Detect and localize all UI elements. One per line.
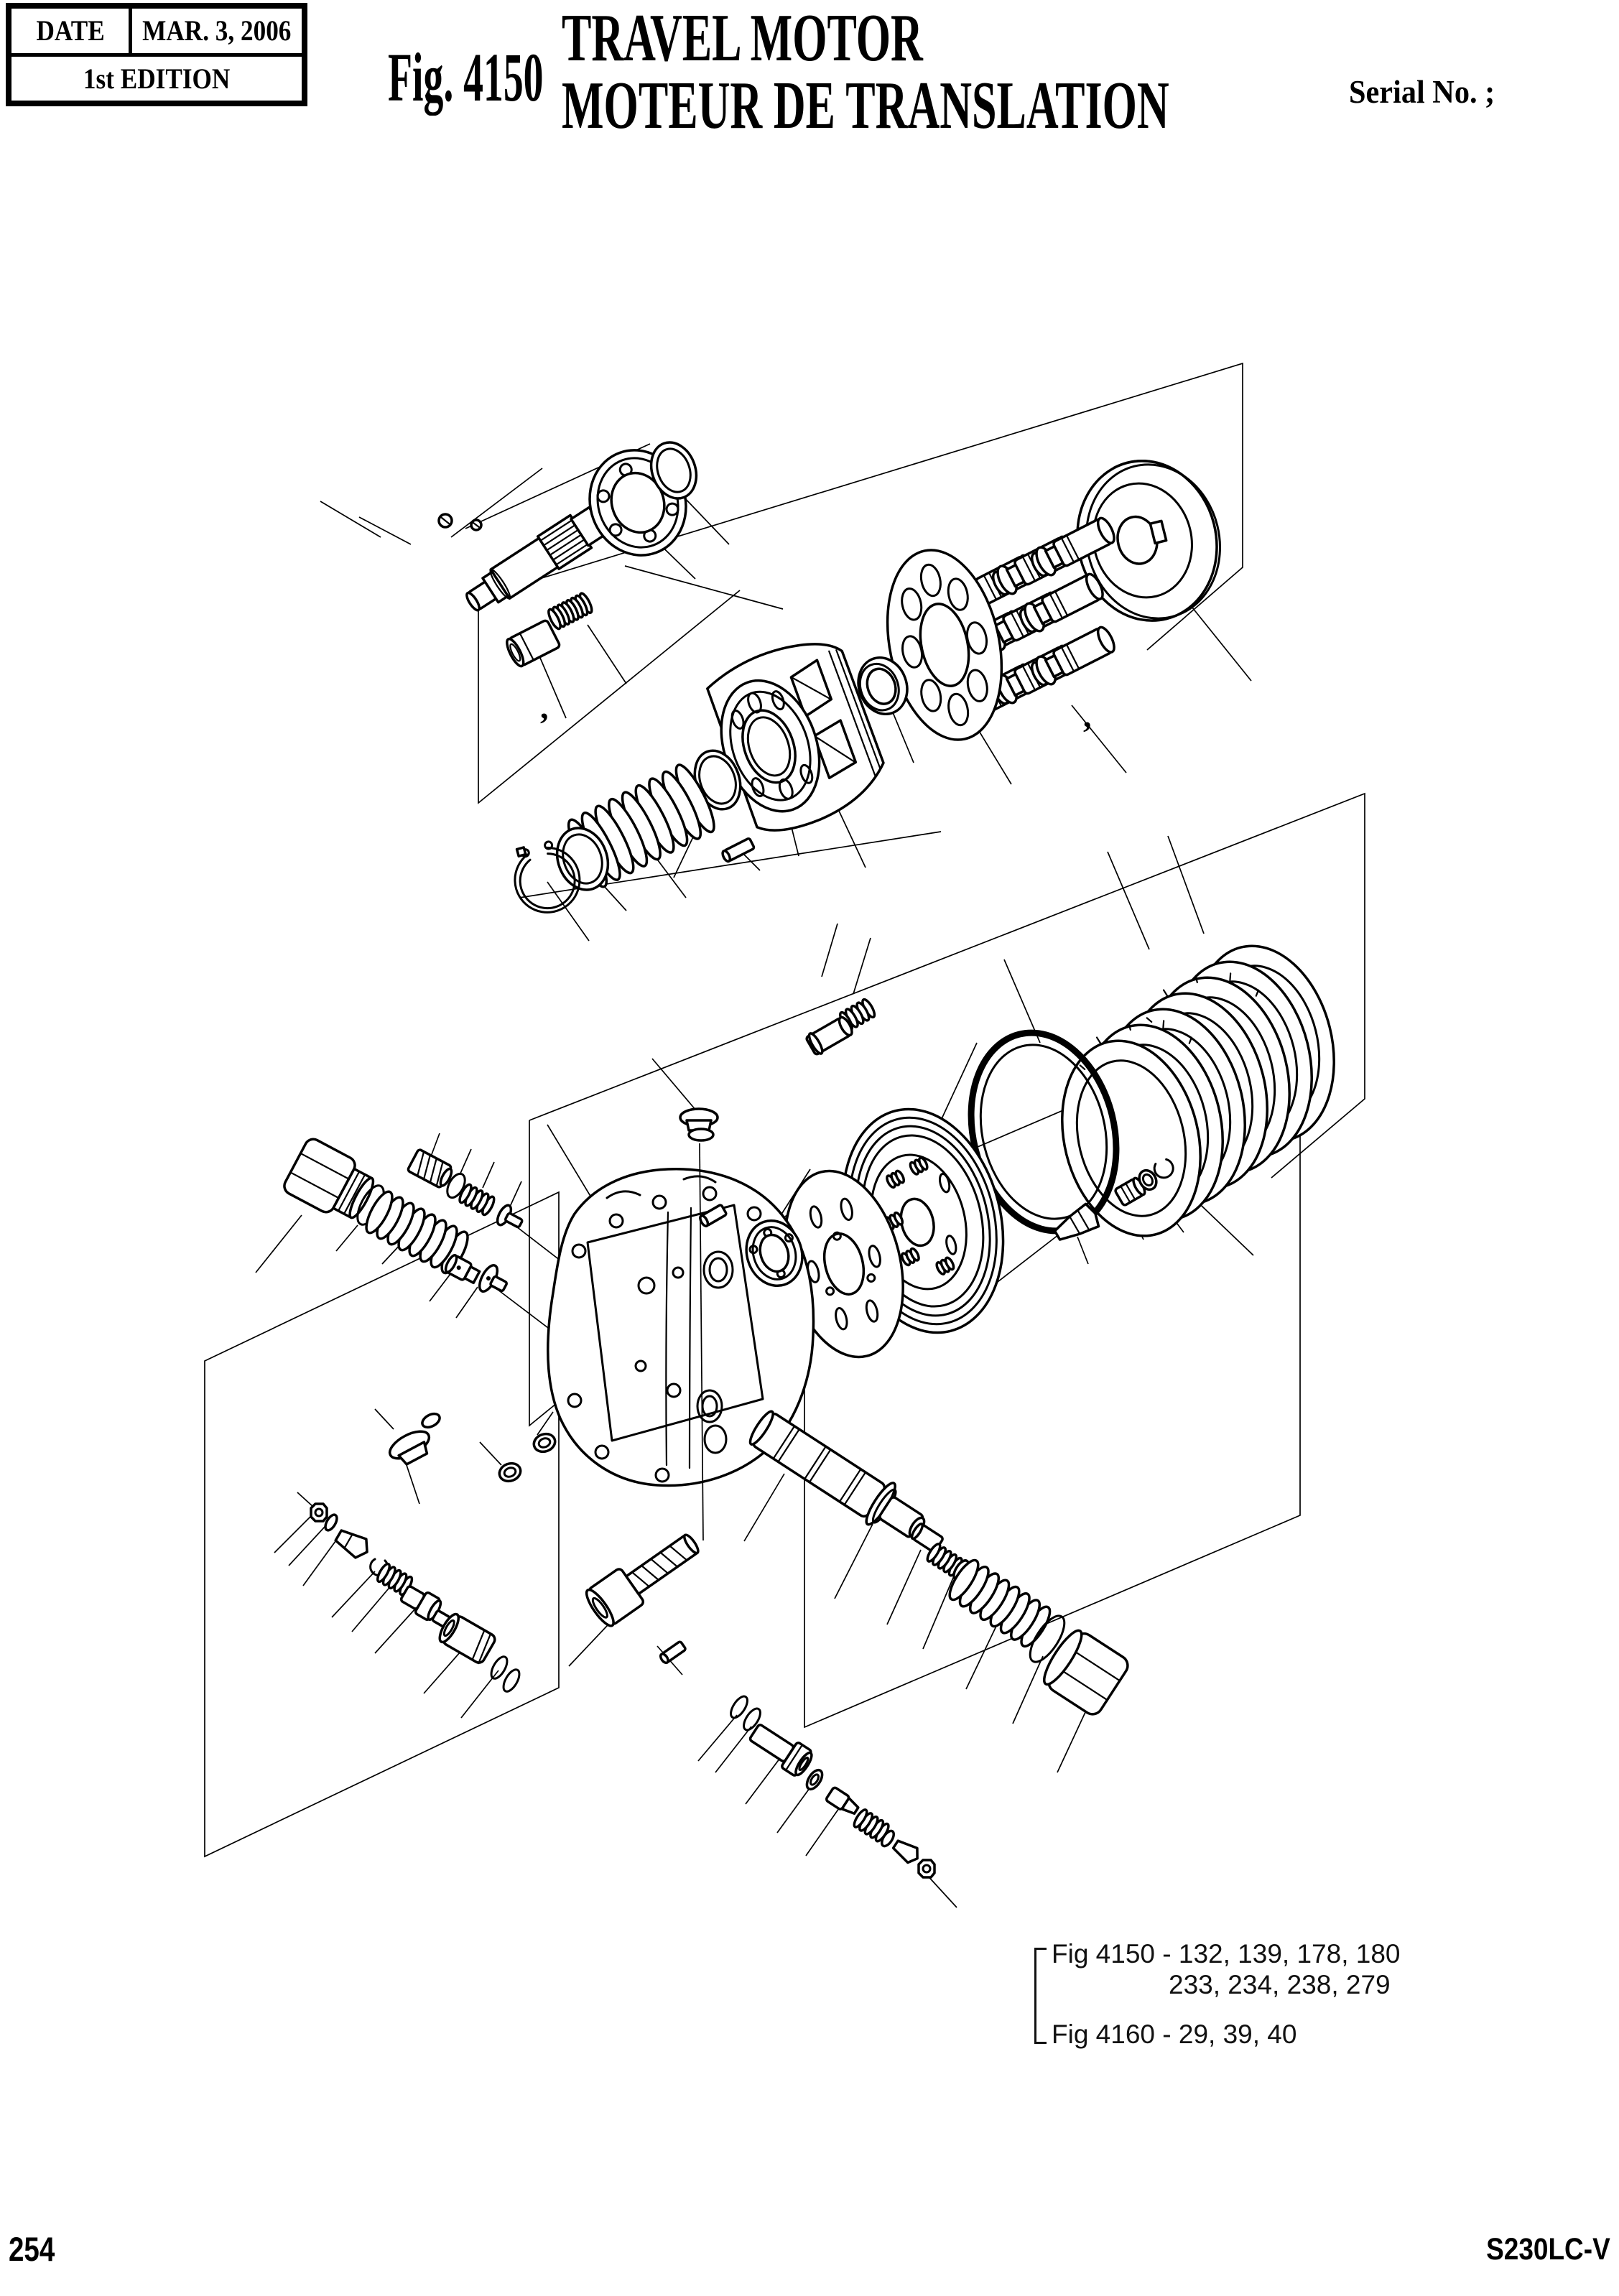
set-screws: [439, 514, 481, 530]
figure-title-en: TRAVEL MOTOR: [562, 1, 923, 75]
breather-o-ring: [689, 1129, 713, 1140]
drain-o-ring: [420, 1411, 442, 1430]
relief3-washer: [804, 1767, 825, 1792]
bolt-pin: [659, 1641, 687, 1664]
drain-plug: [386, 1426, 436, 1469]
relief2-nut: [311, 1504, 327, 1521]
diagram-comma-mark-2: ,: [1083, 697, 1092, 734]
reference-line-1: Fig 4150 - 132, 139, 178, 180: [1052, 1939, 1401, 1969]
relief3-cone: [891, 1837, 922, 1866]
serial-number-label: Serial No. ;: [1349, 74, 1495, 110]
valve-guide: [407, 1149, 455, 1190]
check-spring: [547, 592, 594, 631]
cylinder-block: [697, 628, 894, 843]
date-value: MAR. 3, 2006: [142, 14, 292, 47]
reference-line-2: 233, 234, 238, 279: [1169, 1970, 1391, 1999]
reference-bracket: [1034, 1948, 1047, 2044]
spool-spring-large: [945, 1556, 1054, 1650]
small-valve-spring: [458, 1183, 496, 1216]
figure-title-fr: MOTEUR DE TRANSLATION: [562, 68, 1169, 143]
relief3-body: [746, 1719, 816, 1779]
model-code: S230LC-V: [1486, 2232, 1610, 2267]
relief-poppet: [444, 1254, 481, 1286]
hex-plug-large: [282, 1136, 381, 1227]
page-number: 254: [9, 2230, 55, 2268]
figure-number: Fig. 4150: [388, 39, 544, 116]
relief2-poppet: [333, 1526, 373, 1561]
reference-line-3: Fig 4160 - 29, 39, 40: [1052, 2020, 1297, 2049]
edition-label: 1st EDITION: [83, 62, 231, 95]
socket-head-bolt: [583, 1524, 707, 1629]
pilot-spool: [805, 1014, 855, 1056]
dowel-pin: [721, 838, 754, 863]
breather-plug: [680, 1109, 718, 1130]
relief3-poppet: [825, 1787, 860, 1817]
date-label: DATE: [36, 14, 105, 47]
relief3-nut: [919, 1860, 934, 1877]
socket-plug-b: [532, 1431, 557, 1455]
coupling-sleeve: [504, 620, 560, 669]
relief-seat: [476, 1263, 512, 1300]
spool-hex-plug: [1038, 1625, 1132, 1718]
valve-seat-pin: [495, 1203, 526, 1233]
diagram-comma-mark: ,: [540, 689, 549, 725]
